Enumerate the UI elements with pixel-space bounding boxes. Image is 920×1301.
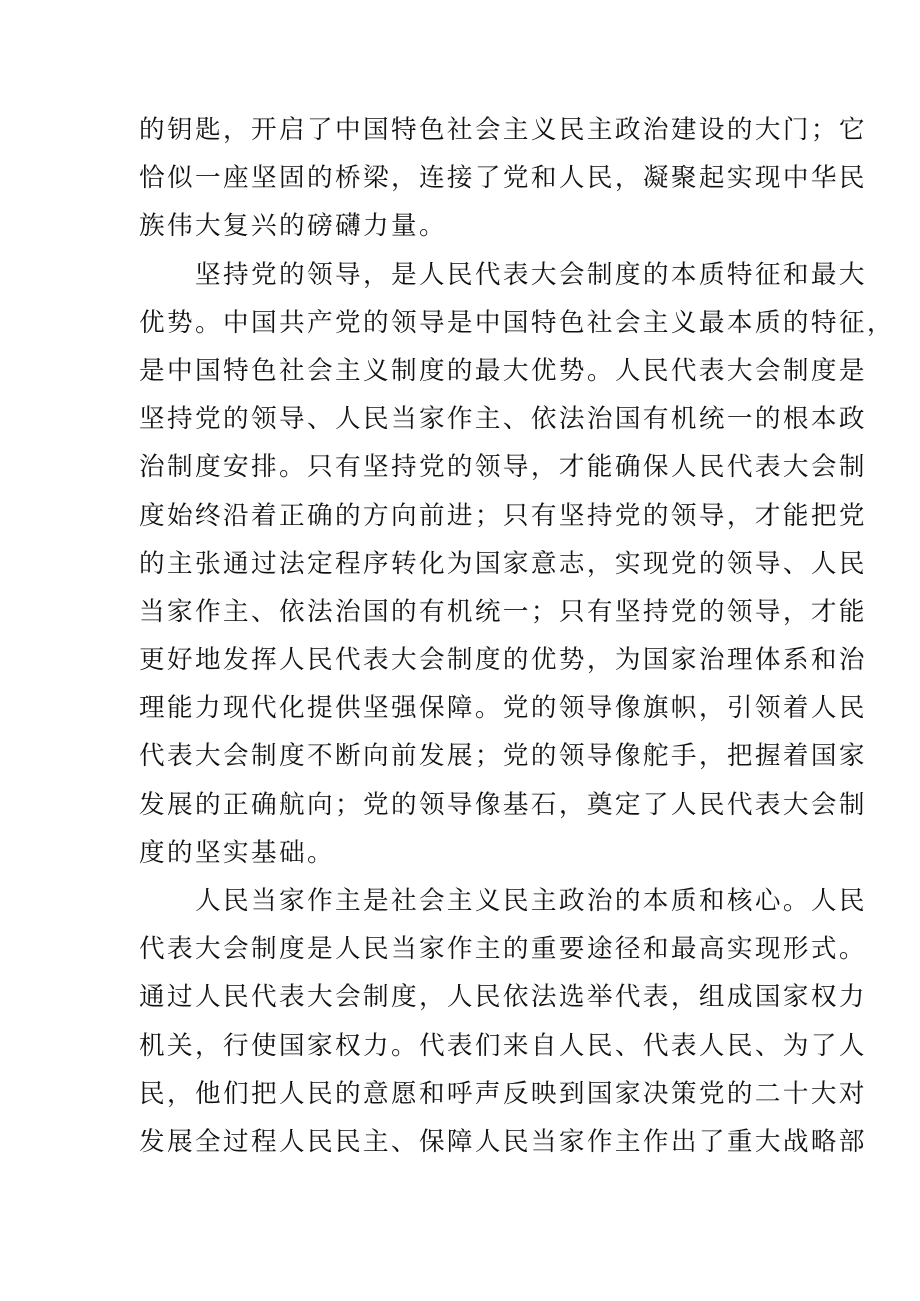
text-line: 优势。中国共产党的领导是中国特色社会主义最本质的特征， xyxy=(139,307,895,338)
text-line: 民，他们把人民的意愿和呼声反映到国家决策党的二十大对 xyxy=(139,1078,867,1109)
text-line: 是中国特色社会主义制度的最大优势。人民代表大会制度是 xyxy=(139,355,867,386)
text-line: 坚持党的领导、人民当家作主、依法治国有机统一的根本政 xyxy=(139,404,867,435)
text-line: 的主张通过法定程序转化为国家意志，实现党的领导、人民 xyxy=(139,548,867,579)
text-line: 度的坚实基础。 xyxy=(139,837,335,868)
text-line: 发展的正确航向；党的领导像基石，奠定了人民代表大会制 xyxy=(139,789,867,820)
text-line: 更好地发挥人民代表大会制度的优势，为国家治理体系和治 xyxy=(139,645,867,676)
document-body xyxy=(139,106,895,1166)
text-line: 当家作主、依法治国的有机统一；只有坚持党的领导，才能 xyxy=(139,596,867,627)
text-line: 代表大会制度不断向前发展；党的领导像舵手，把握着国家 xyxy=(139,741,867,772)
text-line: 理能力现代化提供坚强保障。党的领导像旗帜，引领着人民 xyxy=(139,693,867,724)
text-line: 坚持党的领导，是人民代表大会制度的本质特征和最大 xyxy=(139,259,867,290)
text-line: 代表大会制度是人民当家作主的重要途径和最高实现形式。 xyxy=(139,934,867,965)
text-line: 机关，行使国家权力。代表们来自人民、代表人民、为了人 xyxy=(139,1030,867,1061)
text-line: 发展全过程人民民主、保障人民当家作主作出了重大战略部 xyxy=(139,1126,867,1157)
text-line: 人民当家作主是社会主义民主政治的本质和核心。人民 xyxy=(139,886,867,916)
text-line: 恰似一座坚固的桥梁，连接了党和人民，凝聚起实现中华民 xyxy=(139,163,867,194)
text-line: 通过人民代表大会制度，人民依法选举代表，组成国家权力 xyxy=(139,982,867,1013)
text-line: 族伟大复兴的磅礴力量。 xyxy=(139,211,447,242)
text-line: 度始终沿着正确的方向前进；只有坚持党的领导，才能把党 xyxy=(139,500,867,531)
text-line: 治制度安排。只有坚持党的领导，才能确保人民代表大会制 xyxy=(139,452,867,483)
text-line: 的钥匙，开启了中国特色社会主义民主政治建设的大门；它 xyxy=(139,115,867,145)
